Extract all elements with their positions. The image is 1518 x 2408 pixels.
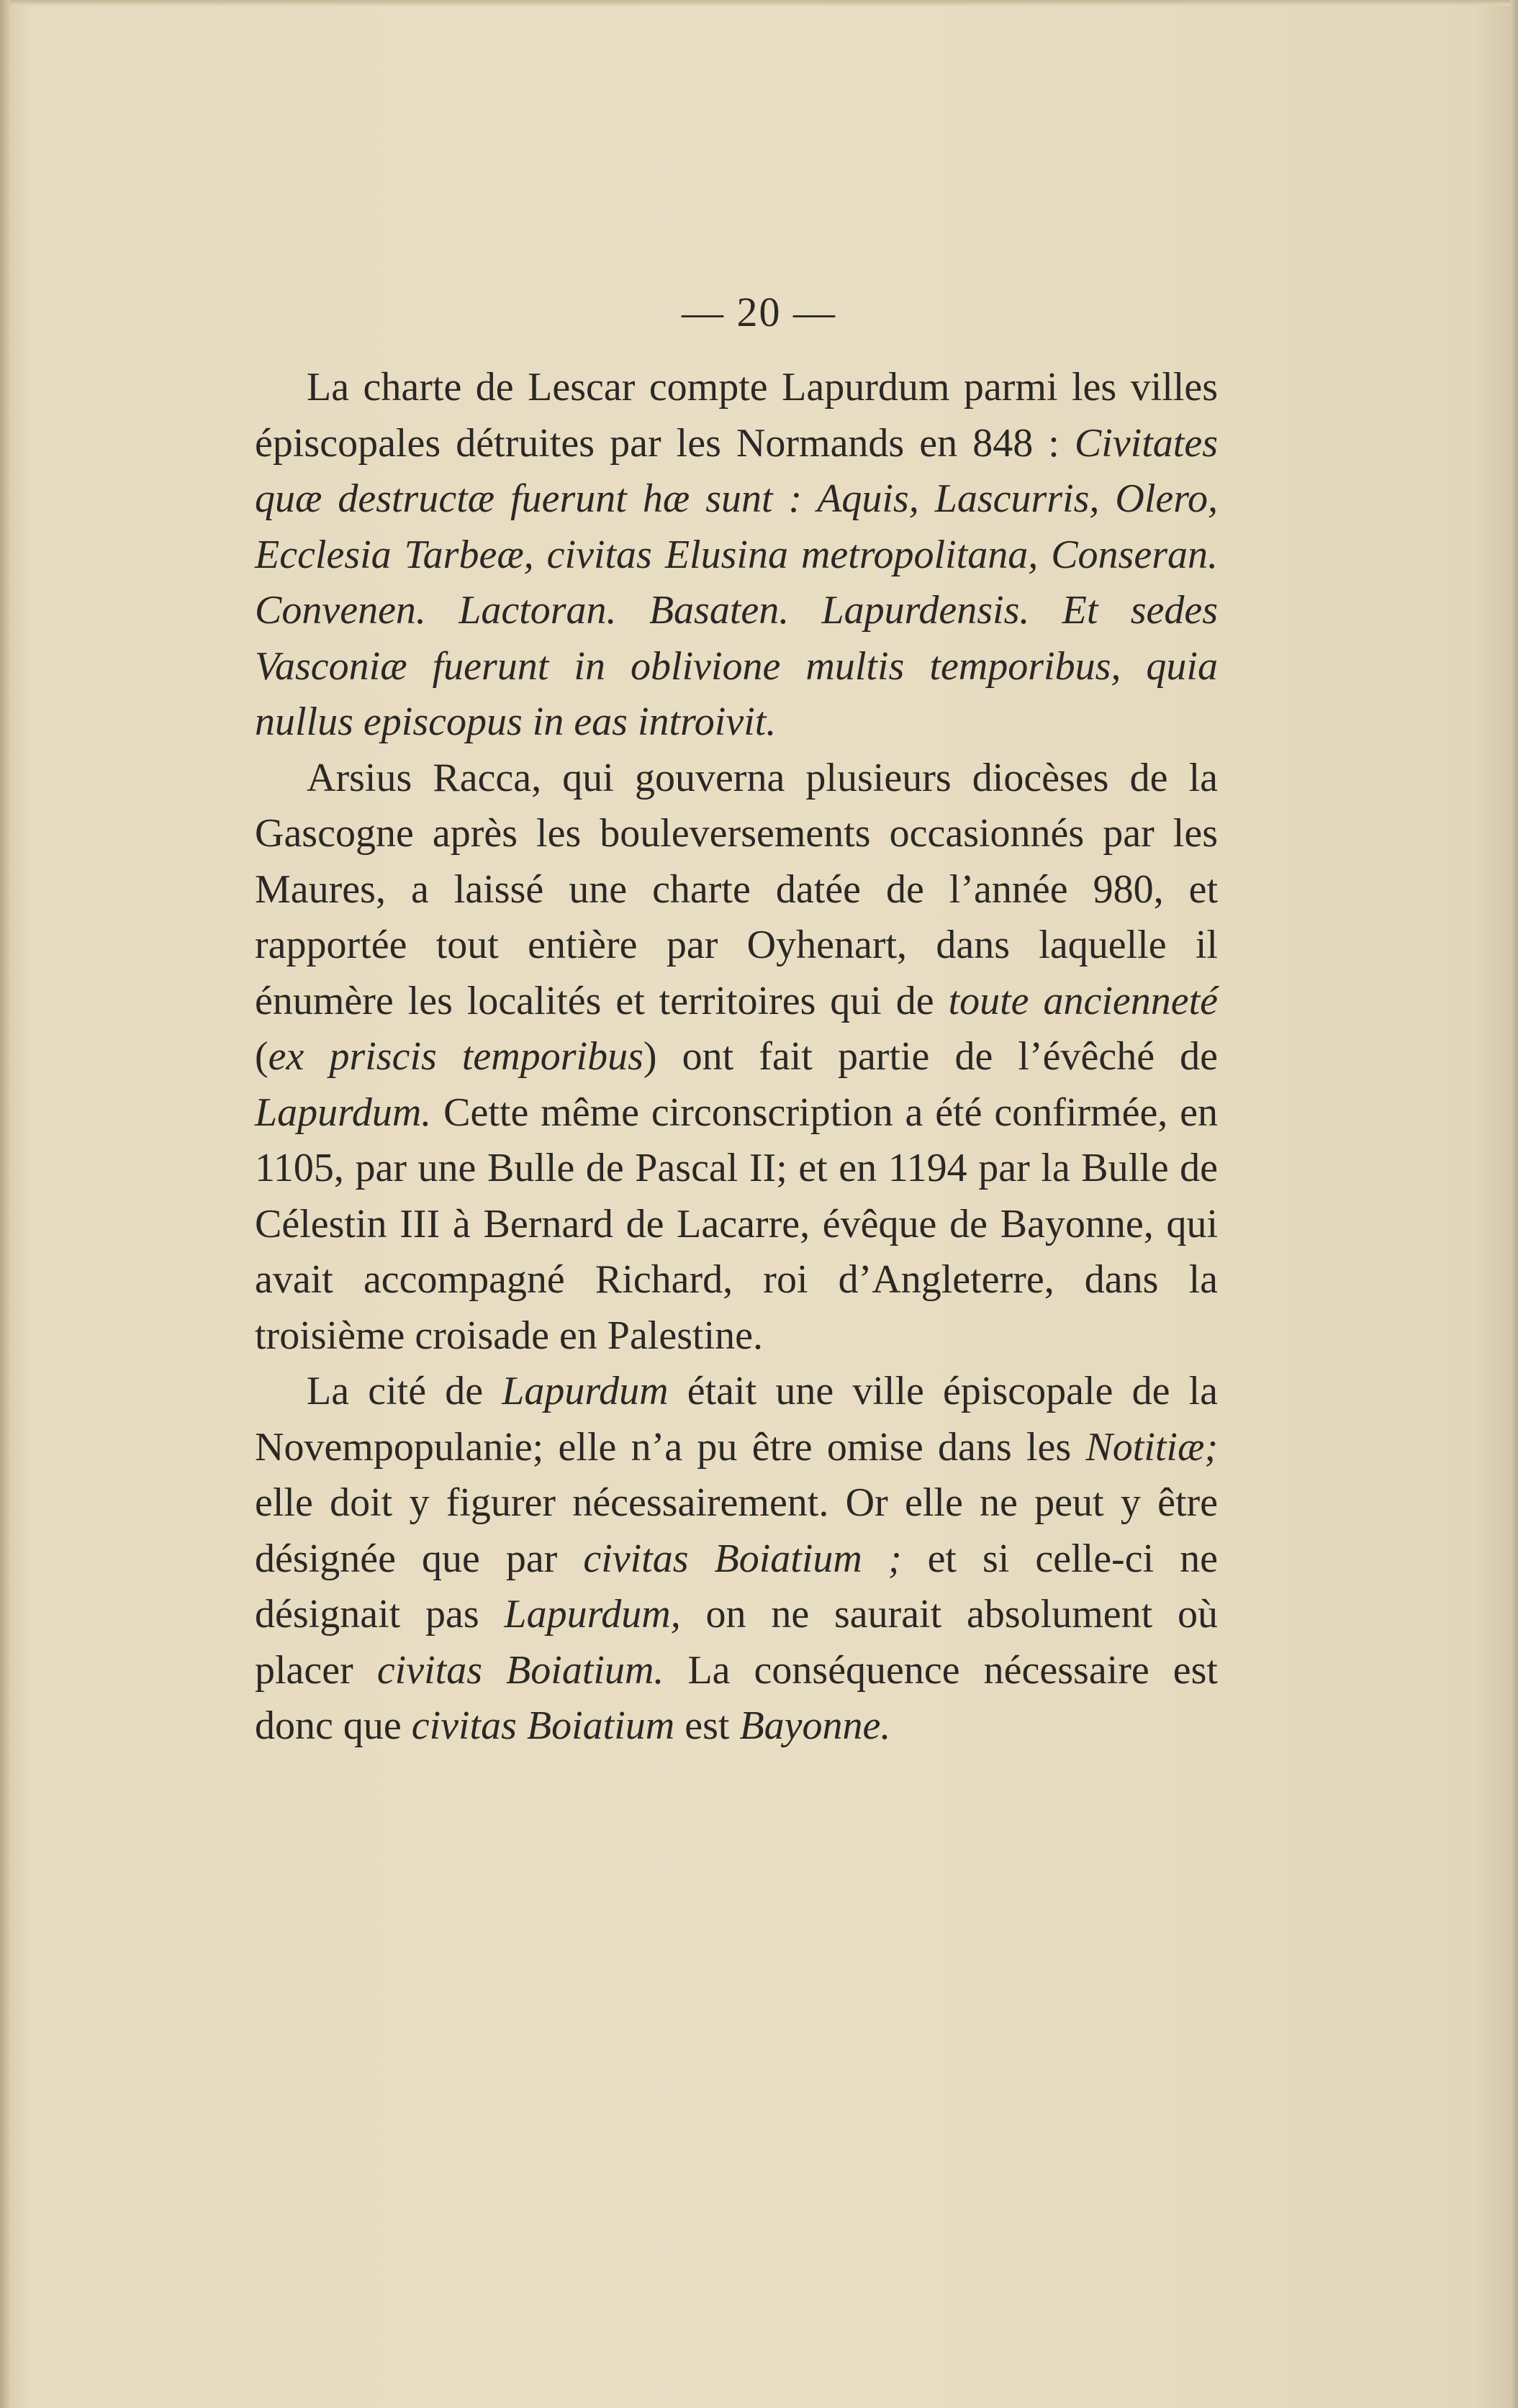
page-edge-left — [0, 0, 10, 2408]
italic-run: civitas Boiatium ; — [583, 1536, 902, 1581]
page-edge-right — [1511, 0, 1518, 2408]
text-run: et si celle-ci ne désignait pas — [255, 1536, 1218, 1637]
italic-run: Civitates quæ destructæ fuerunt hæ sunt : Aquis, Lascurris, Olero, Ecclesia Tarbeæ, civitas Elusina metropolitana, Conseran. Convenen. Lactoran. Basaten. Lapurdensis. Et sedes Vasconiæ fuerunt in oblivione multis temporibus, quia nullus episcopus in eas introivit. — [255, 420, 1218, 744]
italic-run: Lapurdum — [502, 1369, 669, 1413]
text-run: Cette même circonscription a été confirmée, en 1105, par une Bulle de Pascal II; et en 1194 par la Bulle de Célestin III à Bernard de Lacarre, évêque de Bayonne, qui avait accompagné Richard, roi d’Angleterre, dans la troisième croisade en Palestine. — [255, 1090, 1218, 1358]
text-run: est — [674, 1703, 740, 1748]
italic-run: ex priscis temporibus — [268, 1034, 643, 1079]
italic-run: Lapurdum. — [255, 1090, 432, 1135]
page-edge-top — [0, 0, 1518, 6]
body-text — [255, 360, 1218, 1755]
italic-run: toute ancienneté — [948, 978, 1218, 1023]
paragraph-3 — [255, 1364, 1218, 1755]
page-number: — 20 — — [682, 289, 836, 335]
text-run: La conséquence nécessaire est donc que — [255, 1647, 1218, 1748]
paragraph-2 — [255, 751, 1218, 1364]
paragraph-1 — [255, 360, 1218, 751]
italic-run: civitas Boiatium. — [376, 1647, 664, 1693]
text-run: on ne saurait absolument où placer — [255, 1592, 1219, 1693]
italic-run: civitas Boiatium — [411, 1703, 675, 1748]
text-run: Arsius Racca, qui gouverna plusieurs diocèses de la Gascogne après les bouleversements occasionnés par les Maures, a laissé une charte datée de l’année 980, et rapportée tout entière par Oyhenart, dans laquelle il énumère les localités et territoires qui de — [255, 755, 1218, 1023]
text-run: La cité de — [307, 1369, 502, 1413]
italic-run: Bayonne. — [739, 1703, 891, 1748]
text-run: ( — [255, 1034, 268, 1079]
italic-run: Lapurdum, — [504, 1592, 681, 1637]
text-run: elle doit y figurer nécessairement. Or elle ne peut y être désignée que par — [255, 1480, 1218, 1581]
text-run: La charte de Lescar compte Lapurdum parmi les villes épiscopales détruites par les Normands en 848 : — [255, 365, 1218, 466]
text-run: était une ville épiscopale de la Novempopulanie; elle n’a pu être omise dans les — [255, 1369, 1219, 1470]
italic-run: Notitiæ; — [1085, 1424, 1218, 1470]
text-run: ) ont fait partie de l’évêché de — [643, 1034, 1218, 1079]
